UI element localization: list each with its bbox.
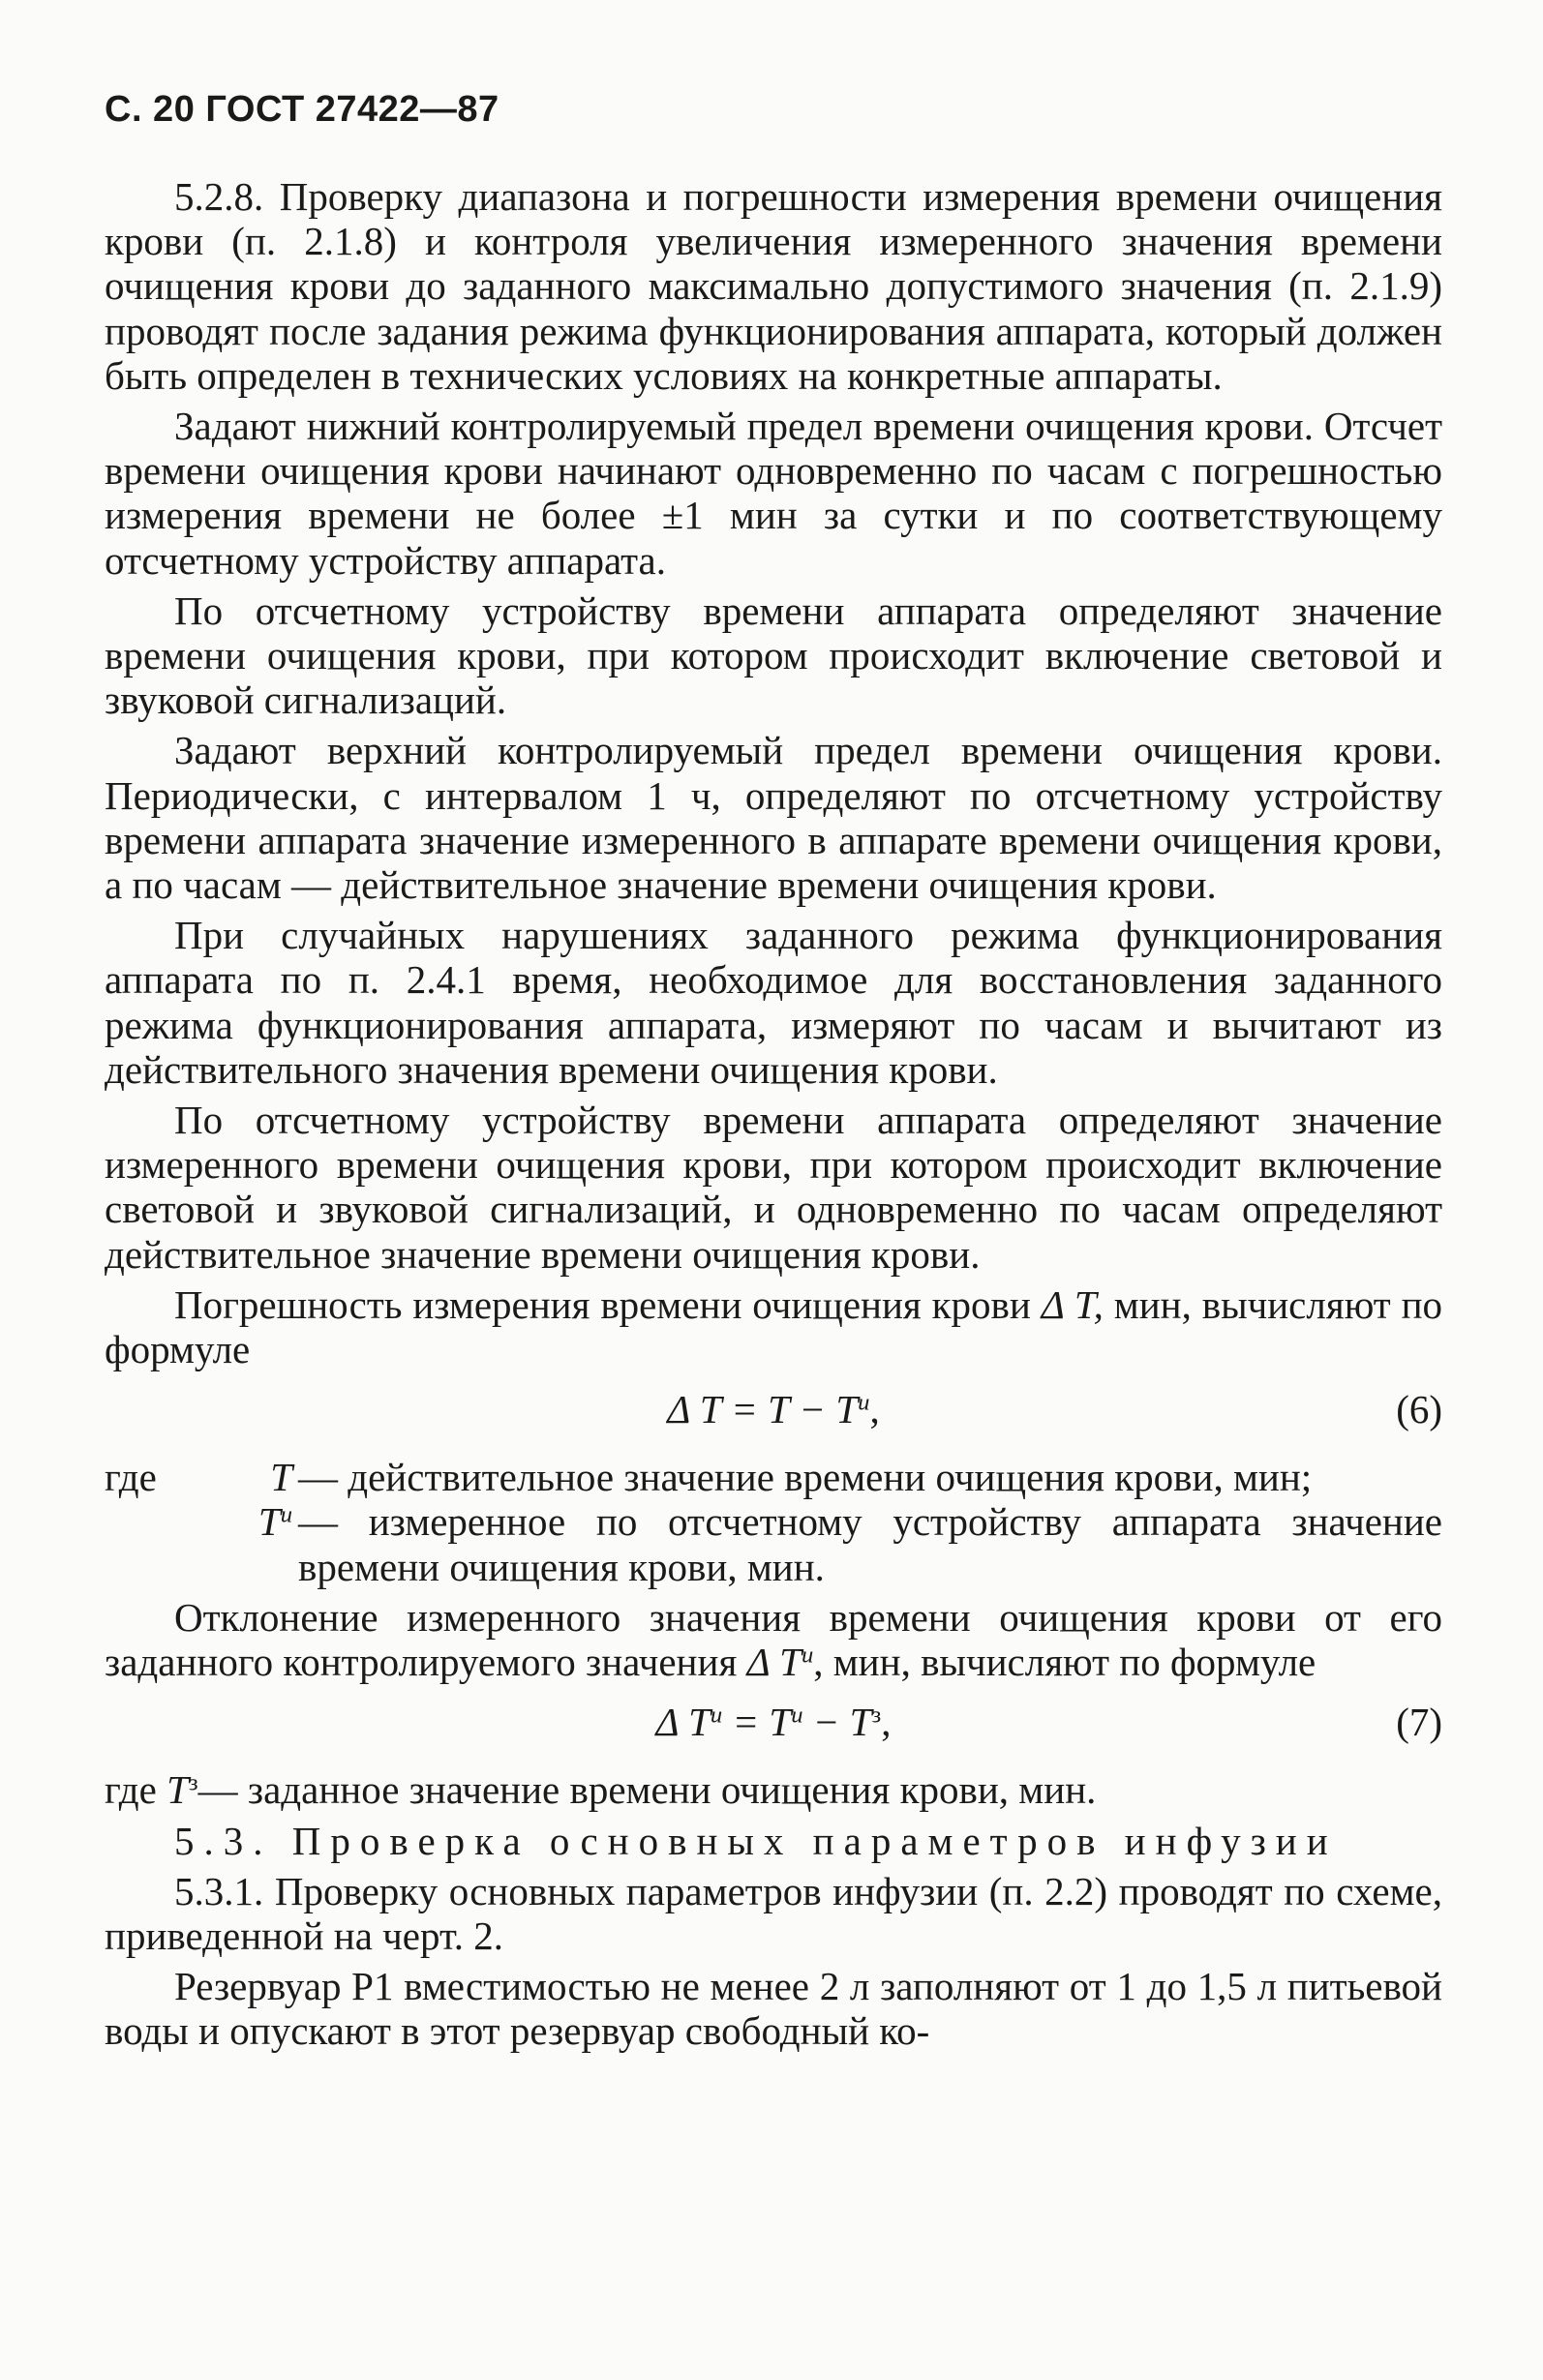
formula-6-number: (6) [1396, 1387, 1442, 1432]
formula-6-definitions [105, 1455, 1442, 1589]
paragraph-disruptions: При случайных нарушениях заданного режима функционирования аппарата по п. 2.4.1 время, необходимое для восстановления заданного режима функционирования аппарата, измеряют по часам и вычитают из действительного значения времени очищения крови. [105, 913, 1442, 1092]
document-body [105, 174, 1442, 2060]
paragraph-lower-limit: Задают нижний контролируемый предел времени очищения крови. Отсчет времени очищения крови начинают одновременно по часам с погрешностью измерения времени не более ±1 мин за сутки и по соответствующему отсчетному устройству аппарата. [105, 404, 1442, 583]
formula-7-number: (7) [1396, 1700, 1442, 1745]
formula-7 [105, 1696, 1442, 1756]
formula-6-expression: Δ $T = T - T^и$, [667, 1387, 880, 1432]
section-heading-5-3: 5.3. Проверка основных параметров инфузии [174, 1818, 1338, 1863]
definition-tz: где $T^з—$ заданное значение времени очищения крови, мин. [105, 1767, 1097, 1813]
paragraph-upper-limit: Задают верхний контролируемый предел времени очищения крови. Периодически, с интервалом 1 ч, определяют по отсчетному устройству времени аппарата значение измеренного в аппарате времени очищения крови, а по часам — действительное значение времени очищения крови. [105, 728, 1442, 908]
paragraph-deviation-intro: Отклонение измеренного значения времени очищения крови от его заданного контролируемого значения Δ $T^и$, мин, вычисляют по формуле [105, 1594, 1442, 1685]
formula-6 [105, 1383, 1442, 1443]
definition-t: где T — действительное значение времени очищения крови, мин; [105, 1455, 1313, 1500]
paragraph-5-3-1: 5.3.1. Проверку основных параметров инфузии (п. 2.2) проводят по схеме, приведенной на черт. 2. [105, 1868, 1442, 1958]
formula-7-expression: Δ $T^и = T^и - T^з$, [655, 1700, 892, 1745]
paragraph-signal: По отсчетному устройству времени аппарата определяют значение времени очищения крови, при котором происходит включение световой и звуковой сигнализаций. [105, 587, 1442, 723]
delta-t-symbol: Δ T, [1041, 1281, 1104, 1327]
paragraph-measured-value: По отсчетному устройству времени аппарата определяют значение измеренного времени очищения крови, при котором происходит включение световой и звуковой сигнализаций, и одновременно по часам определяют действительное значение времени очищения крови. [105, 1098, 1442, 1277]
formula-7-definitions [105, 1767, 1442, 1812]
paragraph-5-2-8: 5.2.8. Проверку диапазона и погрешности измерения времени очищения крови (п. 2.1.8) и контроля увеличения измеренного значения времени очищения крови до заданного максимально допустимого значения (п. 2.1.9) проводят после задания режима функционирования аппарата, который должен быть определен в технических условиях на конкретные аппараты. [105, 174, 1442, 398]
paragraph-error-intro: Погрешность измерения времени очищения крови Δ T, мин, вычисляют по формуле [105, 1281, 1443, 1372]
page-header: С. 20 ГОСТ 27422—87 [105, 89, 499, 130]
paragraph-reservoir: Резервуар P1 вместимостью не менее 2 л заполняют от 1 до 1,5 л питьевой воды и опускают в этот резервуар свободный ко- [105, 1964, 1442, 2054]
definition-ti: $T^и$ — измеренное по отсчетному устройству аппарата значение времени очищения крови, мин. [257, 1499, 1442, 1589]
